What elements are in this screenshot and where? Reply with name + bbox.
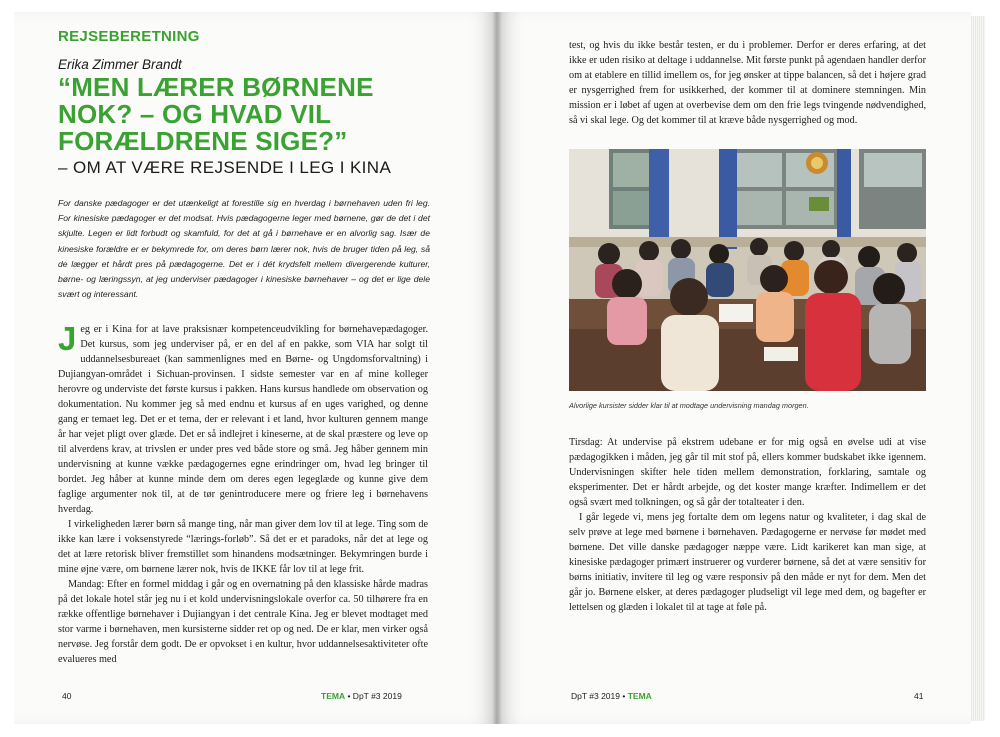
- footer-tema: TEMA: [627, 691, 652, 701]
- headline-line: FORÆLDRENE SIGE?”: [58, 126, 348, 156]
- page-number-left: 40: [62, 691, 72, 701]
- page-edges: [971, 16, 985, 721]
- running-footer-right: [571, 691, 652, 701]
- article-headline: [58, 74, 388, 155]
- page-number-right: 41: [914, 691, 924, 701]
- body-paragraph: [58, 322, 428, 517]
- classroom-photo: [569, 149, 926, 391]
- article-lede: For danske pædagoger er det utænkeligt at forestille sig en hverdag i børnehaven uden fri leg. For kinesiske pædagoger er det modsat. Hvis pædagogerne leger med børnene, gør de det i det skjulte. Legen er lidt forbudt og skamfuld, for det at gå i børnehave er en alvorlig sag. Især de kinesiske forældre er er bekymrede for, om deres børn lærer nok, hvis de bruger tiden på leg, så de lægger et hårdt pres på pædagogerne. Det er i dét krydsfelt mellem divergerende kulturer, børne- og læringssyn, at jeg underviser pædagoger i kinesiske børnehaver – og det er lige dele svært og interessant.: [58, 198, 430, 300]
- body-paragraph: Tirsdag: At undervise på ekstrem udebane er for mig også en øvelse udi at vise pædagogikken i måden, jeg går til mit stof på, ellers kommer budskabet ikke igennem. Undervisningen skifter hele tiden mellem demonstration, forklaring, samtale og eksperimenter. Det er hårdt arbejde, og det koster mange kræfter. Indimellem er det også svært med tolkningen, og så går der totalteater i den.: [569, 437, 926, 508]
- footer-issue: • DpT #3 2019: [347, 691, 402, 701]
- footer-issue: DpT #3 2019 •: [571, 691, 626, 701]
- left-body-text: [58, 322, 428, 667]
- photo-caption: Alvorlige kursister sidder klar til at modtage undervisning mandag morgen.: [569, 401, 809, 410]
- page-gutter: [492, 12, 502, 724]
- headline-line: “MEN LÆRER BØRNENE: [58, 72, 374, 102]
- body-paragraph: Mandag: Efter en formel middag i går og en overnatning på den klassiske hårde madras på det lokale hotel står jeg nu i et kold undervisningslokale overfor ca. 50 tilhørere fra en række offentlige børnehaver i Dujiangyan i det centrale Kina. Jeg er blevet modtaget med stor varme i børnehaven, men kursisterne sidder ret op og ned. De er klar, men virker også nervøse. Jeg forstår dem godt. De er opvokset i en kultur, hvor uddannelsesaktiviteter ofte evalueres med: [58, 579, 428, 665]
- body-paragraph: I går legede vi, mens jeg fortalte dem om legens natur og kvaliteter, i dag skal de selv prøve at lege med børnene i børnehaven. Pædagogerne er nervøse før mødet med børnene. Det ville danske pædagoger næppe være. Lidt karikeret kan man sige, at kinesiske pædagoger primært instruerer og vurderer børnene, så det at være sensitiv for børns initiativ, invitere til leg og være responsiv på den måde er nyt for dem. Men det går jo. Børnene elsker, at deres pædagoger pludseligt vil lege med dem, og bagefter er lettelsen og glæden i lokalet til at tage at føle på.: [569, 512, 926, 613]
- right-body-top: [569, 38, 926, 128]
- headline-line: NOK? – OG HVAD VIL: [58, 99, 332, 129]
- right-body-bottom: [569, 435, 926, 615]
- running-footer-left: [321, 691, 402, 701]
- body-paragraph: I virkeligheden lærer børn så mange ting, når man giver dem lov til at lege. Ting som de ikke kan lære i voksenstyrede “lærings-forløb”. Så det er et paradoks, når det at lege og det at lære retorisk bliver fremstillet som hinandens modsætninger. Bekymringen burde i mine øjne være, om børnene lærer nok, hvis de IKKE får lov til at lege frit.: [58, 519, 428, 575]
- section-kicker: REJSEBERETNING: [58, 28, 200, 45]
- paragraph-text: eg er i Kina for at lave praksisnær kompetenceudvikling for børnehavepædagoger. Det kursus, som jeg underviser på, er en del af en pakke, som VIA har solgt til uddannelsesbureaet (kan sammenlignes med en Børne- og Ungdomsforvaltning) i Dujiangyan-området i Sichuan-provinsen. I sidste semester var en af mine kolleger herovre og underviste det første kursus i pakken. Hans kursus handlede om observation og dokumentation. Nu kommer jeg så med endnu et kursus af en uges varighed, og denne gang er temaet leg. Det er et tema, der er relevant i et land, hvor kulturen gennem mange år har vejet pligt over glæde. Det er så indlejret i kineserne, at de skal præstere og leve op til alverdens krav, at trivslen er under pres ved både store og små. Jeg håber gennem min undervisning at kunne vække pædagogernes egne erindringer om, hvad leg bringer til bordet. Jeg håber at kunne minde dem om deres egen legeglæde og kunne give dem faglige argumenter nok til, at de tør genintroducere mere og friere leg i børnehavens hverdag.: [58, 324, 428, 515]
- body-paragraph: test, og hvis du ikke består testen, er du i problemer. Derfor er deres erfaring, at det ikke er uden risiko at deltage i uddannelse. Mit første punkt på agendaen handler derfor om at etablere en tillid imellem os, for jeg ønsker at tippe balancen, så det i højere grad er nysgerrighed frem for usikkerhed, der kommer til at dominere stemningen. Min mission er i løbet af ugen at overbevise dem om den frie legs tvingende nødvendighed, så vi skal lege. Og det kommer til at kræve både nysgerrighed og mod.: [569, 40, 926, 126]
- drop-cap: J: [58, 320, 77, 357]
- article-author: Erika Zimmer Brandt: [58, 57, 182, 72]
- classroom-illustration: [569, 149, 926, 391]
- footer-tema: TEMA: [321, 691, 346, 701]
- article-subhead: – OM AT VÆRE REJSENDE I LEG I KINA: [58, 158, 392, 177]
